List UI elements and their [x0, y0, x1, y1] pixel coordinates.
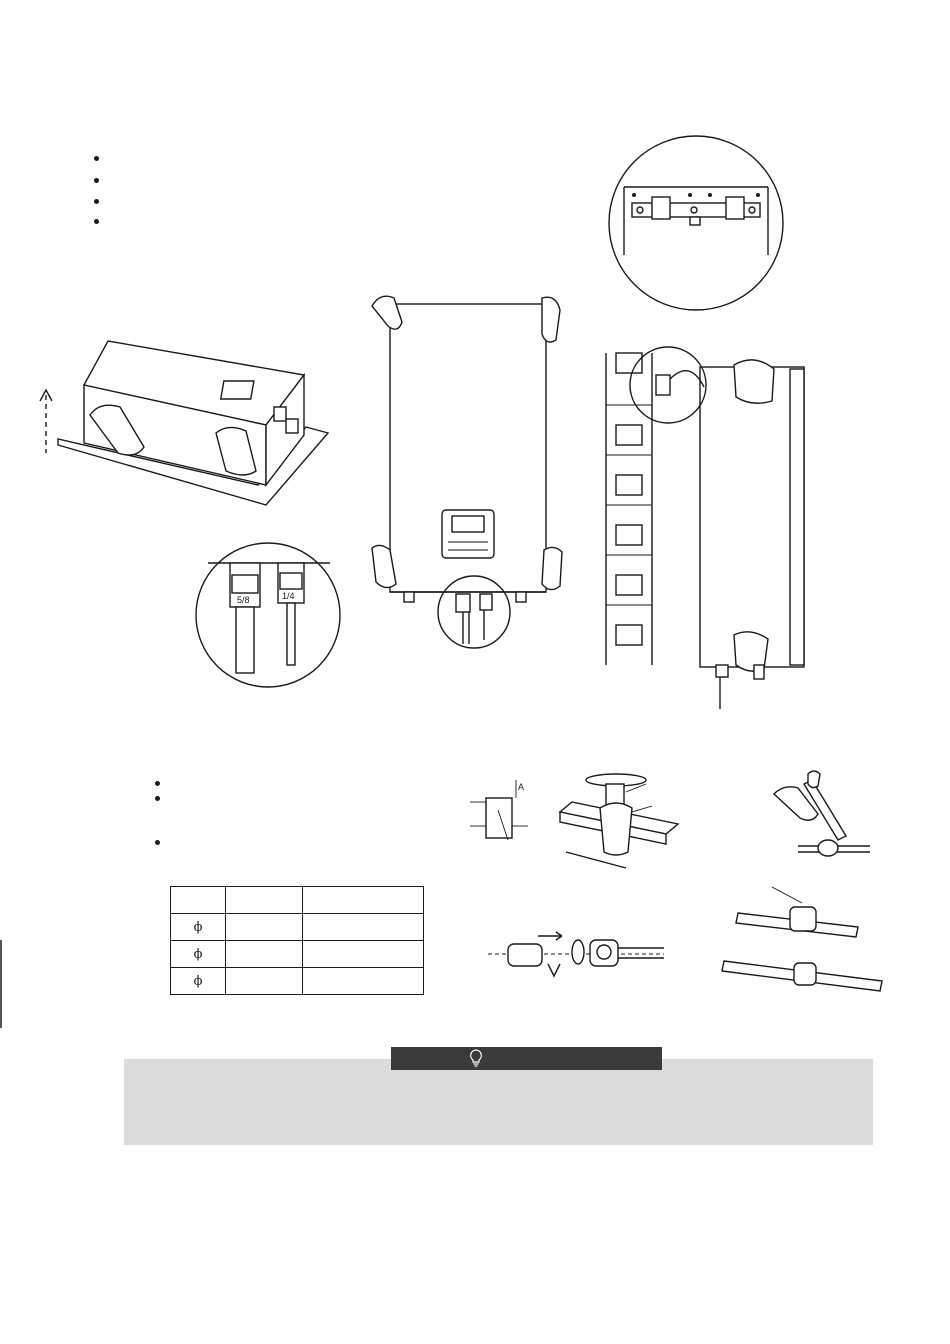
bullet-3 [94, 199, 99, 204]
table-header-row [171, 887, 424, 914]
tip-header-tab [391, 1047, 662, 1070]
pipe-dimension-table [170, 886, 424, 995]
flare-dim-label: A [518, 782, 525, 792]
flaring-tool-figure [556, 772, 686, 872]
wall-mount-figure [604, 345, 824, 715]
pipe-connection-figure [718, 885, 888, 1005]
unit-upright-figure [368, 292, 578, 662]
unit-lifting-figure [36, 335, 336, 515]
fitting-label-small: 1/4 [282, 591, 295, 601]
table-row [171, 968, 424, 995]
lightbulb-icon [469, 1049, 483, 1067]
table-row [171, 914, 424, 941]
pipe-symbol: ϕ [171, 968, 226, 995]
bracket-detail-figure [606, 135, 786, 315]
flare-nut-figure [486, 930, 666, 990]
pipe-symbol: ϕ [171, 914, 226, 941]
wrench-tighten-figure [764, 770, 884, 860]
bullet-2 [94, 178, 99, 183]
flare-dimension-figure [468, 770, 548, 850]
pipe-symbol: ϕ [171, 941, 226, 968]
bullet-1 [94, 156, 99, 161]
flare-bullet-1 [155, 781, 160, 786]
fitting-label-large: 5/8 [237, 595, 250, 605]
page-edge-mark [0, 940, 2, 1028]
pipe-fittings-detail-figure [194, 541, 342, 689]
tip-box [124, 1059, 873, 1145]
bullet-4 [94, 219, 99, 224]
table-row [171, 941, 424, 968]
flare-bullet-2 [155, 796, 160, 801]
flare-bullet-3 [155, 840, 160, 845]
